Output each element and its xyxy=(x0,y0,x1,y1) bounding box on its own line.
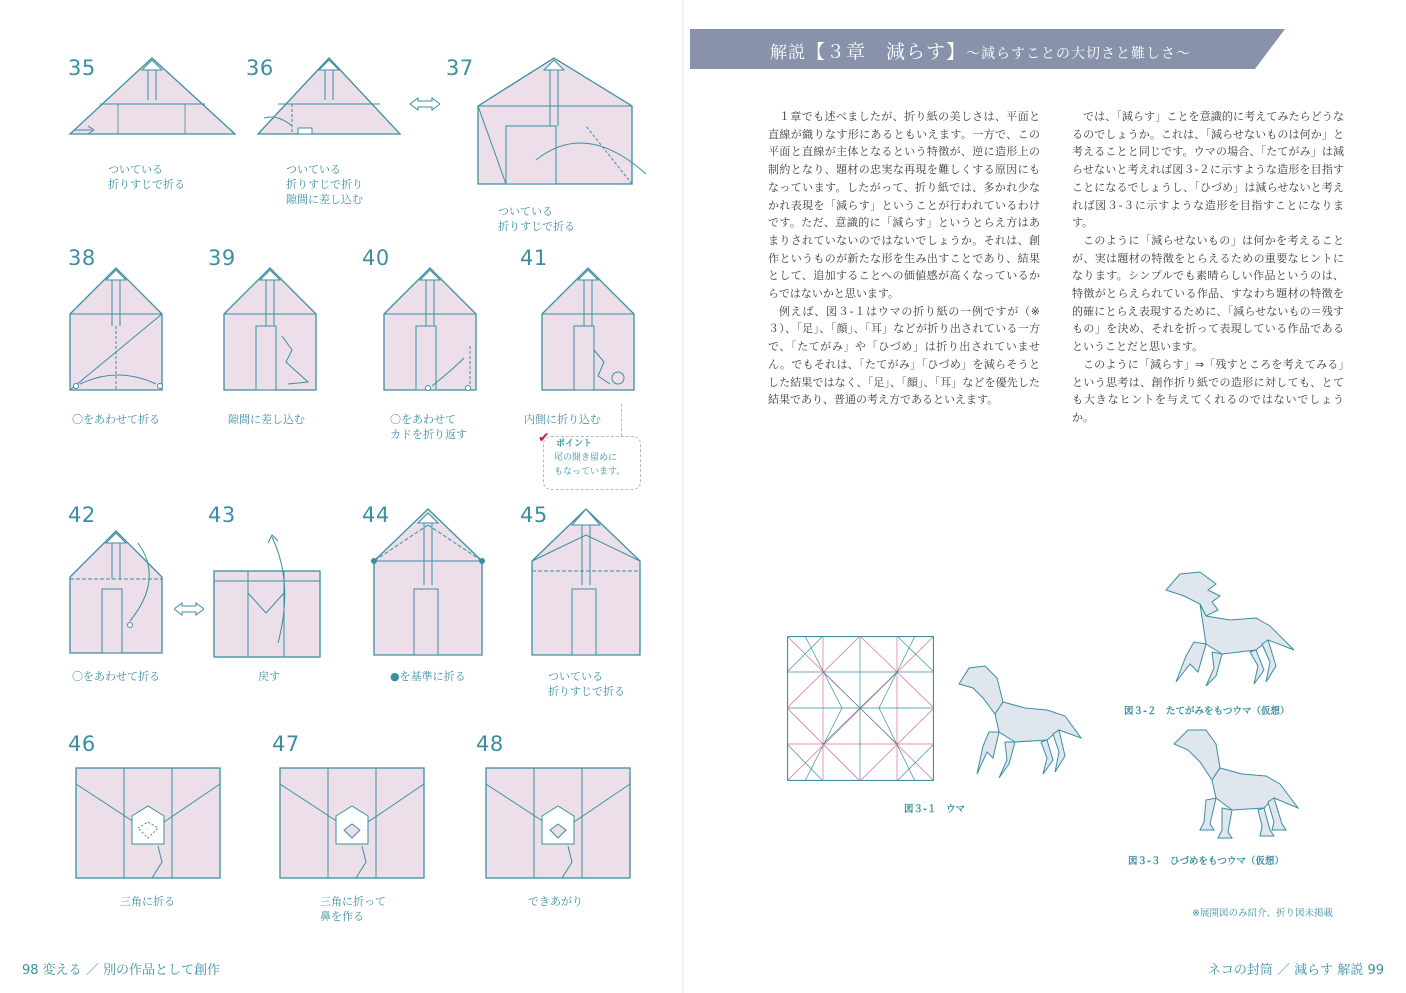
figure-caption-3-3: 図３-３ ひづめをもつウマ（仮想） xyxy=(1128,856,1284,867)
step-36 xyxy=(246,56,416,206)
step-number: 39 xyxy=(208,246,236,270)
step-number: 36 xyxy=(246,56,274,80)
step-46-diagram xyxy=(74,766,224,882)
step-caption: ●を基準に折る xyxy=(390,670,466,683)
paragraph: １章でも述べましたが、折り紙の美しさは、平面と直線が織りなす形にあるともいえます。一方で、この平面と直線が主体となるという特徴が、逆に造形上の制約となり、題材の忠実な再現を難しくする原因にもなっています。したがって、折り紙では、多かれ少なかれ表現を「減らす」ということが行われているわけです。ただ、意識的に「減らす」というとらえ方はあまりされていないのではないでしょうか。それは、創作というものが新たな形を生み出すことであり、結果として、追加することへの価値感が高くなっているからではないかと思います。 xyxy=(768,110,1040,301)
step-caption: 戻す xyxy=(258,670,280,683)
step-35-diagram xyxy=(70,56,240,141)
step-37-diagram xyxy=(476,56,656,191)
horse-figure-3-3 xyxy=(1170,726,1302,844)
step-43-diagram xyxy=(212,533,324,663)
step-45 xyxy=(520,503,660,703)
banner-prefix: 解説 xyxy=(770,43,806,63)
body-column-2 xyxy=(1072,108,1344,427)
step-number: 43 xyxy=(208,503,236,527)
tip-body: 尾の開き留めに もなっています。 xyxy=(554,453,626,477)
body-column-1 xyxy=(768,108,1040,409)
step-40-diagram xyxy=(382,266,482,396)
step-44 xyxy=(362,503,502,693)
step-caption: 〇をあわせて折る xyxy=(72,670,160,683)
step-number: 35 xyxy=(68,56,96,80)
step-42 xyxy=(68,503,208,693)
step-number: 44 xyxy=(362,503,390,527)
step-35 xyxy=(68,56,238,196)
step-caption: ついている 折りすじで折る xyxy=(548,670,625,698)
step-caption: 三角に折って 鼻を作る xyxy=(320,895,386,923)
step-46 xyxy=(68,732,238,922)
step-caption: 〇をあわせて折る xyxy=(72,413,160,426)
step-number: 45 xyxy=(520,503,548,527)
step-41-diagram xyxy=(540,266,640,396)
horse-figure-3-2 xyxy=(1160,570,1300,688)
figure-caption-3-1: 図３-１ ウマ xyxy=(904,804,965,815)
step-44-diagram xyxy=(372,505,487,661)
banner-title xyxy=(770,37,1191,64)
step-number: 48 xyxy=(476,732,504,756)
double-arrow-icon xyxy=(410,97,440,111)
crease-pattern-figure xyxy=(787,636,934,781)
step-37 xyxy=(446,56,656,236)
step-48-diagram xyxy=(484,766,634,882)
step-number: 41 xyxy=(520,246,548,270)
step-38-diagram xyxy=(68,266,168,396)
paragraph: では、「減らす」ことを意識的に考えてみたらどうなるのでしょうか。これは、「減らせないものは何か」と考えることと同じです。ウマの場合、「たてがみ」は減らせないと考えれば図３-２に示すような造形を目指すことになるでしょうし、「ひづめ」は減らせないと考えれば図３-３に示すような造形を目指すことになります。 xyxy=(1072,110,1344,230)
step-number: 38 xyxy=(68,246,96,270)
banner-subtitle: 〜減らすことの大切さと難しさ〜 xyxy=(966,46,1192,62)
step-number: 46 xyxy=(68,732,96,756)
step-45-diagram xyxy=(530,505,645,661)
tip-connector xyxy=(621,404,622,436)
step-41 xyxy=(520,246,660,436)
figure-caption-3-2: 図３-２ たてがみをもつウマ（仮想） xyxy=(1124,706,1290,717)
step-47-diagram xyxy=(278,766,428,882)
step-number: 42 xyxy=(68,503,96,527)
footnote: ※展開図のみ紹介、折り図未掲載 xyxy=(1192,908,1333,919)
step-caption: ついている 折りすじで折る xyxy=(108,163,185,191)
step-number: 40 xyxy=(362,246,390,270)
step-47 xyxy=(272,732,442,932)
step-40 xyxy=(362,246,502,446)
step-48 xyxy=(476,732,646,922)
step-number: 47 xyxy=(272,732,300,756)
step-caption: できあがり xyxy=(528,895,583,908)
right-folio: ネコの封筒 ／ 減らす 解説 99 xyxy=(1207,963,1384,978)
step-38 xyxy=(68,246,228,436)
horse-figure-3-1 xyxy=(955,662,1085,780)
step-caption: ついている 折りすじで折る xyxy=(498,205,575,233)
step-39-diagram xyxy=(222,266,322,396)
double-arrow-icon xyxy=(174,602,204,616)
check-icon: ✔ xyxy=(538,430,550,446)
step-39 xyxy=(208,246,348,436)
left-folio: 98 変える ／ 別の作品として創作 xyxy=(22,963,220,978)
paragraph: 例えば、図３-１はウマの折り紙の一例ですが（※３）、「足」、「顔」、「耳」などが折り出されている一方で、「たてがみ」や「ひづめ」は折り出されていません。でもそれは、「たてがみ」「ひづめ」を減らそうとした結果ではなく、「足」、「顔」、「耳」などを優先した結果であり、普通の考え方であるといえます。 xyxy=(768,304,1040,407)
step-36-diagram xyxy=(258,56,408,141)
step-caption: 隙間に差し込む xyxy=(228,413,305,426)
tip-heading: ポイント xyxy=(556,439,593,449)
paragraph: このように「減らせないもの」は何かを考えることが、実は題材の特徴をとらえるための重要なヒントになります。シンプルでも素晴らしい作品というのは、特徴がとらえられている作品、すなわち題材の特徴を的確にとらえ表現するために、「減らせないもの＝残すもの」を決め、それを折って表現している作品であるということだと思います。 xyxy=(1072,233,1344,354)
paragraph: このように「減らす」⇒「残すところを考えてみる」という思考は、創作折り紙での造形に対しても、とても大きなヒントを与えてくれるのではないでしょうか。 xyxy=(1072,357,1344,424)
banner-chapter: 【３章 減らす】 xyxy=(806,41,967,63)
page-gutter xyxy=(682,0,684,993)
step-caption: 〇をあわせて カドを折り返す xyxy=(390,413,467,441)
step-caption: 内側に折り込む xyxy=(524,413,601,426)
step-caption: 三角に折る xyxy=(120,895,175,908)
step-caption: ついている 折りすじで折り 隙間に差し込む xyxy=(286,163,363,206)
step-number: 37 xyxy=(446,56,474,80)
step-42-diagram xyxy=(68,529,168,659)
step-43 xyxy=(208,503,348,693)
